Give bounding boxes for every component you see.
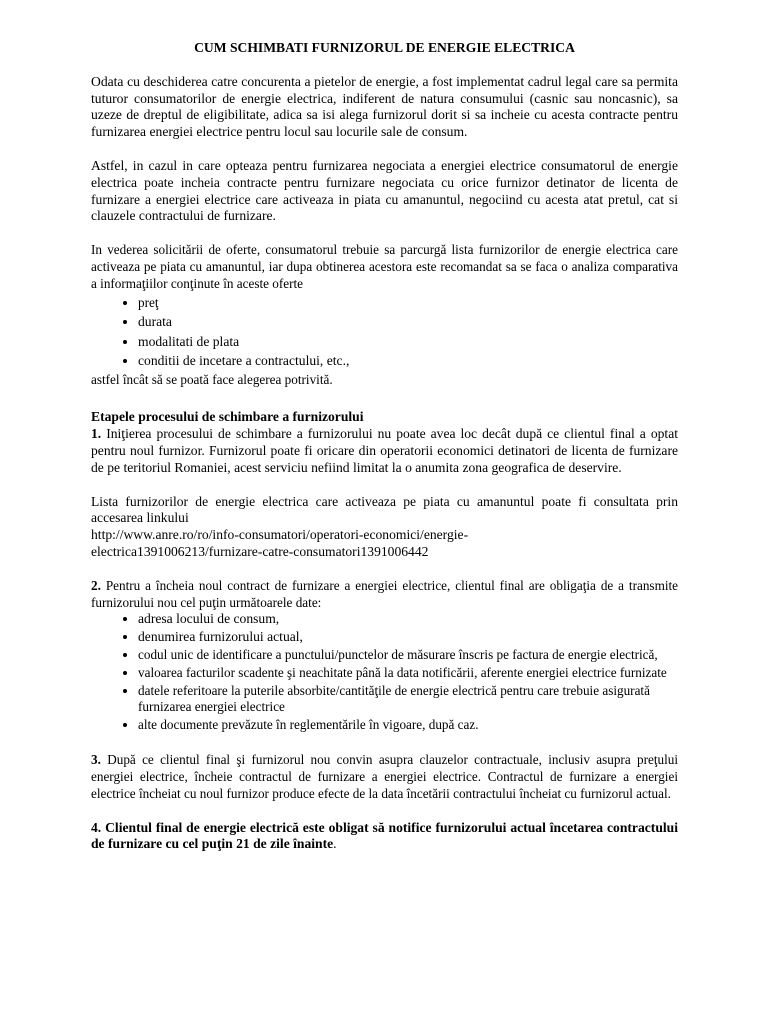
step-4-text: 4. Clientul final de energie electrică este obligat să notifice furnizorului actual încetarea contractului de furnizare cu cel puţin 21 de zile înainte (91, 819, 678, 852)
step-number: 1. (91, 426, 102, 442)
list-item: • denumirea furnizorului actual, (138, 629, 678, 646)
step-2-text: Pentru a încheia noul contract de furnizare a energiei electrice, clientul final are obligaţia de a transmite furnizorului nou cel puţin următoarele date: (91, 577, 679, 610)
paragraph-negotiated-supply: Astfel, in cazul in care opteaza pentru furnizarea negociata a energiei electrice consumatorul de energie electrica poate incheia contracte pentru furnizare negociata cu orice furnizor detinator de licenta de furnizare a energiei electrice care activeaza in piata cu amanuntul, negociind cu acesta atat pretul, cat si clauzele contractului de furnizare. (91, 157, 678, 224)
list-item: • preţ (138, 293, 678, 313)
step-4-paragraph (91, 820, 678, 854)
step-1-paragraph (91, 426, 678, 476)
paragraph-intro: Odata cu deschiderea catre concurenta a pietelor de energie, a fost implementat cadrul legal care sa permita tuturor consumatorilor de energie electrica, indiferent de natura consumului (casnic sau noncasnic), sa uzeze de dreptul de eligibilitate, adica sa isi alega furnizorul dorit si sa incheie cu acesta contracte pentru furnizarea energiei electrice pentru locul sau locurile sale de consum. (91, 73, 678, 140)
step-3-paragraph (91, 752, 678, 802)
list-item: • codul unic de identificare a punctului/punctelor de măsurare înscris pe factura de energie electrică, (138, 647, 678, 664)
paragraph-offers-end: astfel încât să se poată face alegerea potrivită. (91, 371, 333, 387)
list-item: • modalitati de plata (138, 332, 678, 352)
step-3-text: După ce clientul final şi furnizorul nou convin asupra clauzelor contractuale, inclusiv asupra preţului energiei electrice, încheie contractul de furnizare a energiei electrice. Contractul de furnizare a energiei electrice încheiat cu noul furnizor produce efecte de la data încetării contractului încheiat cu furnizorul actual. (91, 752, 678, 801)
anre-link-line-2: electrica1391006213/furnizare-catre-consumatori1391006442 (91, 543, 429, 559)
list-item: • valoarea facturilor scadente şi neachitate până la data notificării, aferente energiei electrice furnizate (138, 665, 678, 682)
paragraph-supplier-list: Lista furnizorilor de energie electrica care activeaza pe piata cu amanuntul poate fi consultata prin accesarea linkului (91, 493, 678, 526)
step-1-text: Iniţierea procesului de schimbare a furnizorului nu poate avea loc decât după ce clientul final a optat pentru noul furnizor. Furnizorul poate fi oricare din operatorii economici detinatori de licenta de furnizare de pe teritoriul Romaniei, acest serviciu nefiind limitat la o anumita zona geografica de deservire. (91, 426, 678, 475)
required-data-list (91, 611, 678, 734)
list-item: • adresa locului de consum, (138, 611, 678, 628)
list-item: • conditii de incetare a contractului, etc., (138, 351, 678, 371)
step-number: 3. (91, 752, 101, 768)
offer-criteria-list (91, 293, 678, 371)
paragraph-offers: In vederea solicitării de oferte, consumatorul trebuie sa parcurgă lista furnizorilor de energie electrica care activeaza pe piata cu amanuntul, iar dupa obtinerea acestora este recomandat sa se faca o analiza comparativa a informaţiilor conţinute în aceste oferte (91, 242, 678, 291)
step-2-paragraph (91, 578, 678, 612)
step-4-end: . (333, 836, 337, 852)
step-number: 2. (91, 577, 101, 593)
list-item: • datele referitoare la puterile absorbite/cantităţile de energie electrică pentru care trebuie asigurată furnizarea energiei electrice (138, 683, 678, 716)
list-item: • alte documente prevăzute în reglementările în vigoare, după caz. (138, 717, 678, 734)
anre-link-line-1: http://www.anre.ro/ro/info-consumatori/operatori-economici/energie- (91, 527, 469, 543)
document-title: CUM SCHIMBATI FURNIZORUL DE ENERGIE ELECTRICA (194, 40, 575, 55)
section-heading: Etapele procesului de schimbare a furnizorului (91, 409, 364, 425)
list-item: • durata (138, 312, 678, 332)
